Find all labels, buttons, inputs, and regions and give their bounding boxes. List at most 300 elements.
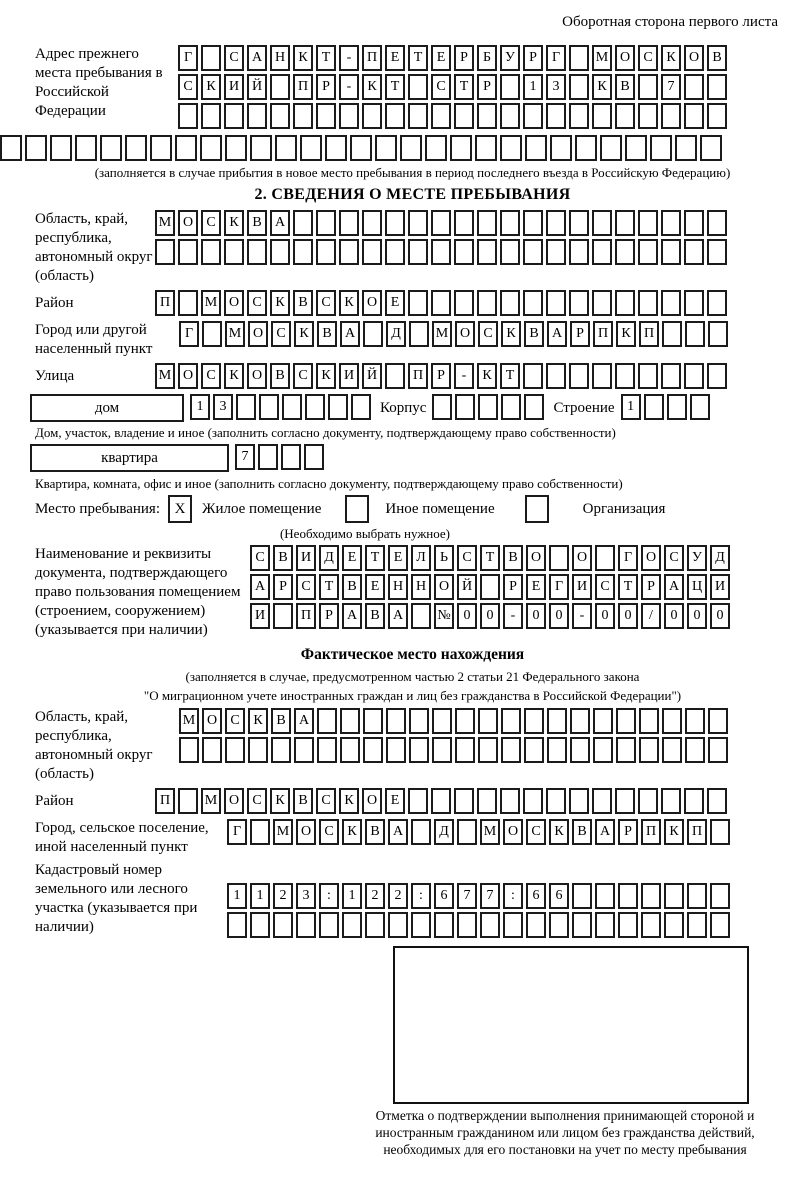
char-cell [282, 394, 302, 420]
char-cell: В [365, 819, 385, 845]
char-cell: Е [388, 545, 408, 571]
char-cell [408, 103, 428, 129]
district-block [35, 290, 790, 316]
char-cell: 0 [710, 603, 730, 629]
char-cell [685, 321, 705, 347]
char-cell [700, 135, 722, 161]
char-cell [546, 239, 566, 265]
char-cell: С [595, 574, 615, 600]
char-cell [616, 708, 636, 734]
char-cell [386, 708, 406, 734]
char-cell [431, 788, 451, 814]
char-cell [547, 737, 567, 763]
char-cell: А [595, 819, 615, 845]
char-cell [595, 912, 615, 938]
street-row [155, 363, 730, 389]
char-cell [125, 135, 147, 161]
char-cell [661, 239, 681, 265]
char-cell: Р [503, 574, 523, 600]
char-cell [431, 210, 451, 236]
char-cell: С [201, 210, 221, 236]
char-cell [0, 135, 22, 161]
apartment-box: квартира [30, 444, 229, 472]
char-cell [661, 788, 681, 814]
char-cell [662, 321, 682, 347]
char-cell: Ь [434, 545, 454, 571]
char-cell: М [225, 321, 245, 347]
char-cell [501, 737, 521, 763]
char-cell: К [224, 363, 244, 389]
char-cell [75, 135, 97, 161]
prev-address-row-2 [178, 74, 730, 100]
char-cell [523, 788, 543, 814]
char-cell: В [317, 321, 337, 347]
char-cell [454, 239, 474, 265]
char-cell [547, 708, 567, 734]
char-cell [275, 135, 297, 161]
char-cell: 1 [250, 883, 270, 909]
char-cell: А [294, 708, 314, 734]
char-cell [638, 239, 658, 265]
cadastre-row-1 [227, 883, 733, 909]
char-cell [225, 135, 247, 161]
char-cell [569, 788, 589, 814]
char-cell [526, 912, 546, 938]
fact-district-row [155, 788, 730, 814]
char-cell [477, 239, 497, 265]
street-label: Улица [35, 368, 75, 384]
char-cell [478, 394, 498, 420]
char-cell [661, 103, 681, 129]
char-cell [687, 912, 707, 938]
char-cell [708, 321, 728, 347]
char-cell: М [155, 210, 175, 236]
char-cell [592, 363, 612, 389]
char-cell [432, 737, 452, 763]
char-cell [667, 394, 687, 420]
char-cell [408, 788, 428, 814]
char-cell: 0 [595, 603, 615, 629]
char-cell: Р [273, 574, 293, 600]
char-cell [572, 912, 592, 938]
char-cell [150, 135, 172, 161]
char-cell: В [572, 819, 592, 845]
char-cell: М [480, 819, 500, 845]
char-cell: П [593, 321, 613, 347]
char-cell: В [271, 708, 291, 734]
char-cell [202, 321, 222, 347]
char-cell [690, 394, 710, 420]
char-cell: В [615, 74, 635, 100]
char-cell: С [638, 45, 658, 71]
char-cell: Е [431, 45, 451, 71]
char-cell [500, 290, 520, 316]
char-cell [409, 708, 429, 734]
korpus-cells [432, 394, 547, 420]
char-cell [687, 883, 707, 909]
char-cell [569, 103, 589, 129]
char-cell: О [248, 321, 268, 347]
char-cell: А [270, 210, 290, 236]
char-cell [425, 135, 447, 161]
house-box: дом [30, 394, 184, 422]
char-cell [362, 103, 382, 129]
char-cell: Р [316, 74, 336, 100]
char-cell [638, 210, 658, 236]
char-cell: К [224, 210, 244, 236]
char-cell [523, 363, 543, 389]
char-cell: Г [546, 45, 566, 71]
char-cell: О [526, 545, 546, 571]
char-cell: 6 [434, 883, 454, 909]
char-cell [685, 708, 705, 734]
char-cell: К [549, 819, 569, 845]
char-cell [638, 74, 658, 100]
fact-region-cells [179, 708, 731, 766]
char-cell [457, 819, 477, 845]
char-cell [316, 103, 336, 129]
char-cell: С [247, 290, 267, 316]
char-cell: С [224, 45, 244, 71]
char-cell [270, 103, 290, 129]
char-cell [250, 819, 270, 845]
street-block [35, 363, 790, 389]
char-cell [293, 103, 313, 129]
char-cell: О [503, 819, 523, 845]
char-cell [375, 135, 397, 161]
char-cell [455, 708, 475, 734]
stay-option-checkbox-zhiloe: X [168, 495, 192, 523]
char-cell [339, 239, 359, 265]
char-cell: 0 [549, 603, 569, 629]
char-cell: П [639, 321, 659, 347]
char-cell [300, 135, 322, 161]
stroenie-label: Строение [553, 400, 615, 416]
char-cell: О [224, 788, 244, 814]
char-cell [615, 788, 635, 814]
char-cell [258, 444, 278, 470]
district-row [155, 290, 730, 316]
section2-title: 2. СВЕДЕНИЯ О МЕСТЕ ПРЕБЫВАНИЯ [254, 186, 571, 203]
char-cell: 0 [664, 603, 684, 629]
char-cell [575, 135, 597, 161]
char-cell: С [457, 545, 477, 571]
region-block [35, 210, 790, 286]
prev-address-note: (заполняется в случае прибытия в новое место пребывания в период последнего въезда в Российскую Федерацию) [94, 165, 731, 180]
fact-district-block [35, 788, 790, 814]
char-cell: К [477, 363, 497, 389]
char-cell [236, 394, 256, 420]
char-cell [707, 239, 727, 265]
char-cell [638, 788, 658, 814]
char-cell [50, 135, 72, 161]
char-cell: И [710, 574, 730, 600]
char-cell: А [664, 574, 684, 600]
char-cell: С [316, 788, 336, 814]
stamp-note: Отметка о подтверждении выполнения принимающей стороной и иностранным гражданином или лицом без гражданства действий, необходимых для его постановки на учет по месту пребывания [375, 1108, 755, 1157]
fact-city-block [35, 819, 790, 857]
char-cell: Т [316, 45, 336, 71]
char-cell [339, 103, 359, 129]
char-cell: П [296, 603, 316, 629]
char-cell [362, 239, 382, 265]
char-cell [710, 883, 730, 909]
char-cell [409, 737, 429, 763]
apartment-block [30, 444, 790, 472]
char-cell [455, 737, 475, 763]
char-cell [408, 210, 428, 236]
char-cell: 7 [457, 883, 477, 909]
char-cell [385, 239, 405, 265]
char-cell [684, 363, 704, 389]
char-cell [411, 912, 431, 938]
char-cell [616, 737, 636, 763]
char-cell [707, 363, 727, 389]
char-cell [304, 444, 324, 470]
fact-district-label: Район [35, 793, 74, 809]
char-cell [477, 788, 497, 814]
char-cell [500, 135, 522, 161]
stay-option-checkbox-inoe [345, 495, 369, 523]
char-cell [478, 737, 498, 763]
char-cell [409, 321, 429, 347]
char-cell: Й [247, 74, 267, 100]
stay-block [35, 495, 790, 523]
char-cell [638, 290, 658, 316]
fact-title: Фактическое место нахождения [300, 646, 525, 663]
region-cells [155, 210, 730, 268]
char-cell [408, 239, 428, 265]
char-cell [178, 290, 198, 316]
char-cell: 0 [687, 603, 707, 629]
char-cell [271, 737, 291, 763]
char-cell [411, 819, 431, 845]
char-cell: 0 [618, 603, 638, 629]
char-cell: Р [618, 819, 638, 845]
char-cell: У [687, 545, 707, 571]
char-cell: В [247, 210, 267, 236]
char-cell [684, 788, 704, 814]
char-cell [615, 363, 635, 389]
char-cell [650, 135, 672, 161]
char-cell: 1 [190, 394, 210, 420]
char-cell [342, 912, 362, 938]
char-cell [227, 912, 247, 938]
char-cell [625, 135, 647, 161]
prev-address-row-4 [0, 135, 790, 161]
char-cell [340, 737, 360, 763]
char-cell [638, 363, 658, 389]
char-cell: Р [570, 321, 590, 347]
char-cell [675, 135, 697, 161]
char-cell [569, 239, 589, 265]
char-cell: И [296, 545, 316, 571]
char-cell: И [339, 363, 359, 389]
char-cell: 3 [296, 883, 316, 909]
char-cell [707, 74, 727, 100]
char-cell: А [250, 574, 270, 600]
char-cell: Д [710, 545, 730, 571]
char-cell: К [339, 788, 359, 814]
char-cell: Л [411, 545, 431, 571]
char-cell [225, 737, 245, 763]
house-note: Дом, участок, владение и иное (заполнить согласно документу, подтверждающему право собственности) [35, 425, 616, 440]
char-cell: С [247, 788, 267, 814]
char-cell [523, 103, 543, 129]
char-cell [25, 135, 47, 161]
char-cell: 6 [526, 883, 546, 909]
char-cell [595, 545, 615, 571]
char-cell [549, 912, 569, 938]
char-cell [431, 103, 451, 129]
char-cell: С [478, 321, 498, 347]
char-cell [477, 103, 497, 129]
char-cell [661, 363, 681, 389]
district-label: Район [35, 295, 74, 311]
char-cell: В [293, 788, 313, 814]
char-cell [615, 290, 635, 316]
char-cell [408, 290, 428, 316]
apartment-cells [235, 444, 327, 470]
char-cell: В [707, 45, 727, 71]
char-cell [296, 912, 316, 938]
char-cell: О [247, 363, 267, 389]
char-cell: - [503, 603, 523, 629]
char-cell: К [664, 819, 684, 845]
char-cell: А [342, 603, 362, 629]
stay-option-label-zhiloe: Жилое помещение [202, 501, 322, 517]
char-cell: П [687, 819, 707, 845]
char-cell: Р [454, 45, 474, 71]
char-cell [386, 737, 406, 763]
char-cell: О [615, 45, 635, 71]
char-cell [432, 708, 452, 734]
char-cell [500, 74, 520, 100]
char-cell: С [664, 545, 684, 571]
char-cell [454, 210, 474, 236]
char-cell [457, 912, 477, 938]
cadastre-block [35, 861, 790, 941]
char-cell [316, 210, 336, 236]
char-cell [248, 737, 268, 763]
char-cell: В [270, 363, 290, 389]
fact-region-block [35, 708, 790, 784]
cadastre-label: Кадастровый номер земельного или лесного участка (указывается при наличии) [35, 862, 198, 935]
prev-address-block [35, 45, 790, 132]
char-cell: А [247, 45, 267, 71]
char-cell: Н [388, 574, 408, 600]
char-cell: П [293, 74, 313, 100]
fact-region-label: Область, край, республика, автономный округ (область) [35, 709, 153, 782]
char-cell [661, 210, 681, 236]
house-cells [190, 394, 374, 420]
char-cell: О [296, 819, 316, 845]
char-cell: Д [434, 819, 454, 845]
char-cell [592, 290, 612, 316]
char-cell [570, 737, 590, 763]
char-cell: П [155, 788, 175, 814]
char-cell: В [503, 545, 523, 571]
char-cell: 1 [227, 883, 247, 909]
char-cell: Г [179, 321, 199, 347]
char-cell: О [434, 574, 454, 600]
char-cell [388, 912, 408, 938]
fact-city-label: Город, сельское поселение, иной населенный пункт [35, 820, 209, 855]
char-cell: 0 [480, 603, 500, 629]
char-cell: Е [385, 788, 405, 814]
city-block [35, 321, 790, 359]
cadastre-cells [227, 861, 733, 941]
char-cell [455, 394, 475, 420]
char-cell [339, 210, 359, 236]
fact-note-2: "О миграционном учете иностранных граждан и лиц без гражданства в Российской Федерации") [143, 688, 682, 703]
document-cells [250, 545, 733, 632]
char-cell [431, 290, 451, 316]
region-row-2 [155, 239, 730, 265]
stay-note: (Необходимо выбрать нужное) [279, 526, 451, 541]
char-cell: 2 [273, 883, 293, 909]
char-cell [351, 394, 371, 420]
char-cell: И [224, 74, 244, 100]
char-cell: Е [526, 574, 546, 600]
corner-note: Оборотная сторона первого листа [562, 14, 778, 30]
char-cell [431, 239, 451, 265]
apartment-note: Квартира, комната, офис и иное (заполнить согласно документу, подтверждающему право собственности) [35, 476, 623, 491]
char-cell [478, 708, 498, 734]
char-cell: Д [319, 545, 339, 571]
char-cell [247, 239, 267, 265]
char-cell: С [526, 819, 546, 845]
char-cell [546, 363, 566, 389]
document-block [35, 545, 790, 640]
char-cell [477, 290, 497, 316]
char-cell: Г [178, 45, 198, 71]
char-cell: С [225, 708, 245, 734]
char-cell [385, 210, 405, 236]
char-cell [175, 135, 197, 161]
char-cell: Т [618, 574, 638, 600]
char-cell [362, 210, 382, 236]
char-cell [475, 135, 497, 161]
char-cell: Е [342, 545, 362, 571]
stay-option-label-inoe: Иное помещение [385, 501, 495, 517]
char-cell: С [431, 74, 451, 100]
char-cell [363, 708, 383, 734]
char-cell: О [362, 788, 382, 814]
char-cell: Г [227, 819, 247, 845]
char-cell: А [340, 321, 360, 347]
char-cell: К [270, 290, 290, 316]
char-cell: - [454, 363, 474, 389]
char-cell: Г [549, 574, 569, 600]
char-cell: Т [500, 363, 520, 389]
char-cell [569, 290, 589, 316]
korpus-label: Корпус [380, 400, 427, 416]
char-cell [524, 394, 544, 420]
char-cell [250, 135, 272, 161]
char-cell: 0 [457, 603, 477, 629]
char-cell [247, 103, 267, 129]
stay-option-label-org: Организация [582, 501, 666, 517]
char-cell [500, 103, 520, 129]
char-cell [270, 74, 290, 100]
prev-address-label: Адрес прежнего места пребывания в Российской Федерации [35, 46, 163, 119]
char-cell: П [641, 819, 661, 845]
char-cell [100, 135, 122, 161]
char-cell [546, 788, 566, 814]
char-cell [661, 290, 681, 316]
char-cell [523, 239, 543, 265]
